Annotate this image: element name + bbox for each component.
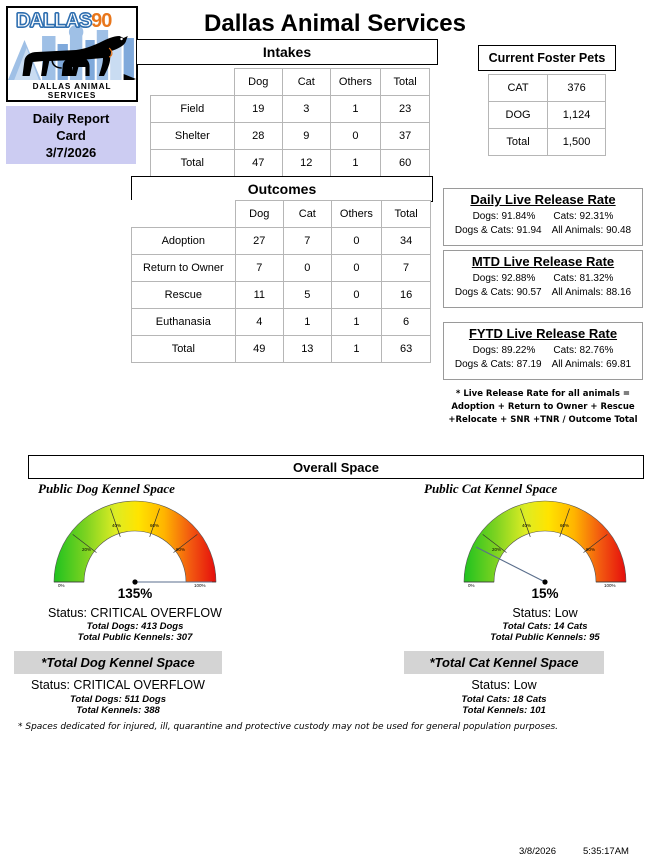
daily-release-row1 (444, 209, 642, 223)
fytd-release-dogs-cats: Dogs & Cats: 87.19 (454, 359, 542, 370)
dog-kennel-gauge (40, 498, 230, 593)
report-card-date: 3/7/2026 (45, 144, 97, 160)
intakes-r2c4: 60 (381, 150, 430, 177)
gauge-tick-60: 60% (150, 523, 160, 528)
outcomes-r1c0: Return to Owner (132, 255, 236, 282)
intakes-r0c3: 1 (330, 96, 380, 123)
footer-time: 5:35:17AM (583, 846, 629, 857)
outcomes-r4c2: 13 (283, 336, 331, 363)
intakes-r2c0: Total (151, 150, 235, 177)
foster-r1c0: DOG (489, 102, 548, 129)
outcomes-r3c3: 1 (331, 309, 381, 336)
outcomes-r4c3: 1 (331, 336, 381, 363)
gauge-tick-60: 60% (560, 523, 570, 528)
fytd-release-row1 (444, 343, 642, 357)
release-note-line1: * Live Release Rate for all animals = (455, 389, 631, 399)
table-row (489, 75, 606, 102)
foster-pets-table (488, 74, 606, 156)
table-row (132, 282, 431, 309)
foster-pets-banner (478, 45, 616, 71)
outcomes-r1c4: 7 (382, 255, 431, 282)
intakes-r1c0: Shelter (151, 123, 235, 150)
dog-total-dogs: Total Dogs: 413 Dogs (86, 621, 184, 632)
daily-release-dogs-cats: Dogs & Cats: 91.94 (454, 225, 542, 236)
outcomes-table (131, 200, 431, 363)
outcomes-r3c0: Euthanasia (132, 309, 236, 336)
cat-kennel-gauge (450, 498, 640, 593)
outcomes-r3c2: 1 (283, 309, 331, 336)
daily-release-cats: Cats: 92.31% (553, 211, 614, 222)
intakes-title: Intakes (262, 44, 312, 60)
outcomes-r3c1: 4 (235, 309, 283, 336)
public-cat-kennel-space-title: Public Cat Kennel Space (424, 481, 558, 496)
intakes-col-2: Cat (282, 69, 330, 96)
intakes-r2c1: 47 (234, 150, 282, 177)
release-rate-footnote (443, 388, 643, 427)
mtd-release-dogs-cats: Dogs & Cats: 90.57 (454, 287, 542, 298)
fytd-release-row2 (444, 357, 642, 373)
intakes-r1c2: 9 (282, 123, 330, 150)
public-dog-kennel-space-title: Public Dog Kennel Space (38, 481, 175, 496)
report-card-line2: Card (56, 127, 86, 143)
table-row (151, 150, 430, 177)
daily-release-title: Daily Live Release Rate (470, 192, 616, 207)
intakes-r0c2: 3 (282, 96, 330, 123)
table-row (132, 255, 431, 282)
intakes-table (150, 68, 430, 177)
footer-date: 3/8/2026 (519, 846, 556, 857)
table-row (489, 129, 606, 156)
mtd-release-row2 (444, 285, 642, 301)
total-cat-kennel-space-bar (404, 651, 604, 674)
intakes-banner (136, 39, 438, 65)
intakes-col-4: Total (381, 69, 430, 96)
table-row (151, 96, 430, 123)
space-disclaimer: * Spaces dedicated for injured, ill, quarantine and protective custody may not be used for general population purposes. (18, 722, 559, 732)
outcomes-r0c1: 27 (235, 228, 283, 255)
gauge-tick-80: 80% (586, 547, 596, 552)
outcomes-banner (131, 176, 433, 202)
gauge-tick-20: 20% (82, 547, 92, 552)
outcomes-r0c0: Adoption (132, 228, 236, 255)
gauge-tick-20: 20% (492, 547, 502, 552)
outcomes-r0c4: 34 (382, 228, 431, 255)
fytd-release-cats: Cats: 82.76% (553, 345, 614, 356)
outcomes-r1c3: 0 (331, 255, 381, 282)
outcomes-r1c1: 7 (235, 255, 283, 282)
mtd-release-all: All Animals: 88.16 (551, 287, 632, 298)
cat-gauge-value: 15% (531, 586, 559, 601)
mtd-release-dogs: Dogs: 92.88% (472, 273, 536, 284)
release-note-line3: +Relocate + SNR +TNR / Outcome Total (448, 415, 638, 425)
outcomes-r3c4: 6 (382, 309, 431, 336)
release-note-line2: Adoption + Return to Owner + Rescue (451, 402, 635, 412)
fytd-live-release-rate-box (443, 322, 643, 380)
total-dog-status: Status: CRITICAL OVERFLOW (31, 678, 205, 692)
outcomes-r4c1: 49 (235, 336, 283, 363)
outcomes-r0c2: 7 (283, 228, 331, 255)
fytd-release-dogs: Dogs: 89.22% (472, 345, 536, 356)
gauge-tick-100: 100% (604, 583, 616, 588)
daily-live-release-rate-box (443, 188, 643, 246)
mtd-release-cats: Cats: 81.32% (553, 273, 614, 284)
intakes-r2c2: 12 (282, 150, 330, 177)
table-header-row (132, 201, 431, 228)
outcomes-r2c3: 0 (331, 282, 381, 309)
gauge-tick-0: 0% (468, 583, 475, 588)
daily-release-row2 (444, 223, 642, 239)
foster-r2c0: Total (489, 129, 548, 156)
outcomes-col-3: Others (331, 201, 381, 228)
intakes-r1c4: 37 (381, 123, 430, 150)
intakes-r1c3: 0 (330, 123, 380, 150)
table-row (151, 123, 430, 150)
total-cat-kennel-space-label: *Total Cat Kennel Space (429, 655, 579, 670)
foster-r0c1: 376 (548, 75, 606, 102)
total-dog-kennels: Total Kennels: 388 (76, 705, 160, 716)
total-cat-count: Total Cats: 18 Cats (461, 694, 547, 705)
foster-r0c0: CAT (489, 75, 548, 102)
intakes-r0c1: 19 (234, 96, 282, 123)
outcomes-r0c3: 0 (331, 228, 381, 255)
cat-status: Status: Low (512, 606, 578, 620)
total-cat-kennels: Total Kennels: 101 (462, 705, 546, 716)
outcomes-col-4: Total (382, 201, 431, 228)
fytd-release-title: FYTD Live Release Rate (468, 326, 618, 341)
fytd-release-all: All Animals: 69.81 (551, 359, 632, 370)
overall-space-title: Overall Space (293, 459, 379, 475)
table-row (132, 336, 431, 363)
cat-total-public-kennels: Total Public Kennels: 95 (490, 632, 600, 643)
logo-caption: DALLAS ANIMAL SERVICES (8, 82, 136, 100)
outcomes-col-1: Dog (235, 201, 283, 228)
gauge-tick-100: 100% (194, 583, 206, 588)
dog-gauge-pivot (132, 579, 137, 584)
logo-word-dallas: DALLAS (16, 10, 92, 32)
intakes-col-3: Others (330, 69, 380, 96)
mtd-release-title: MTD Live Release Rate (471, 254, 615, 269)
dog-total-public-kennels: Total Public Kennels: 307 (77, 632, 193, 643)
total-dog-kennel-space-label: *Total Dog Kennel Space (41, 655, 195, 670)
outcomes-col-0 (132, 201, 236, 228)
daily-release-all: All Animals: 90.48 (551, 225, 632, 236)
gauge-tick-0: 0% (58, 583, 65, 588)
foster-r2c1: 1,500 (548, 129, 606, 156)
total-cat-status: Status: Low (471, 678, 537, 692)
overall-space-banner (28, 455, 644, 479)
outcomes-r2c2: 5 (283, 282, 331, 309)
page-title: Dallas Animal Services (204, 10, 466, 37)
gauge-tick-40: 40% (522, 523, 532, 528)
report-card-line1: Daily Report (32, 110, 110, 126)
gauge-tick-80: 80% (176, 547, 186, 552)
intakes-r2c3: 1 (330, 150, 380, 177)
logo-wordmark (16, 11, 111, 31)
outcomes-r4c4: 63 (382, 336, 431, 363)
gauge-tick-40: 40% (112, 523, 122, 528)
outcomes-r1c2: 0 (283, 255, 331, 282)
cat-gauge-pivot (542, 579, 547, 584)
intakes-r0c0: Field (151, 96, 235, 123)
outcomes-col-2: Cat (283, 201, 331, 228)
outcomes-r2c0: Rescue (132, 282, 236, 309)
outcomes-r2c1: 11 (235, 282, 283, 309)
table-header-row (151, 69, 430, 96)
total-dog-kennel-space-bar (14, 651, 222, 674)
logo-word-90: 90 (91, 10, 112, 32)
intakes-col-0 (151, 69, 235, 96)
mtd-release-row1 (444, 271, 642, 285)
outcomes-title: Outcomes (247, 181, 317, 197)
total-dog-count: Total Dogs: 511 Dogs (69, 694, 167, 705)
foster-r1c1: 1,124 (548, 102, 606, 129)
foster-pets-title: Current Foster Pets (488, 51, 606, 65)
outcomes-r4c0: Total (132, 336, 236, 363)
dog-status: Status: CRITICAL OVERFLOW (48, 606, 222, 620)
mtd-live-release-rate-box (443, 250, 643, 308)
intakes-r1c1: 28 (234, 123, 282, 150)
cat-total-cats: Total Cats: 14 Cats (502, 621, 588, 632)
intakes-r0c4: 23 (381, 96, 430, 123)
daily-release-dogs: Dogs: 91.84% (472, 211, 536, 222)
daily-report-card-box (6, 106, 136, 164)
table-row (132, 228, 431, 255)
table-row (132, 309, 431, 336)
intakes-col-1: Dog (234, 69, 282, 96)
outcomes-r2c4: 16 (382, 282, 431, 309)
dallas-animal-services-logo (6, 6, 138, 102)
table-row (489, 102, 606, 129)
dog-gauge-value: 135% (117, 586, 153, 601)
